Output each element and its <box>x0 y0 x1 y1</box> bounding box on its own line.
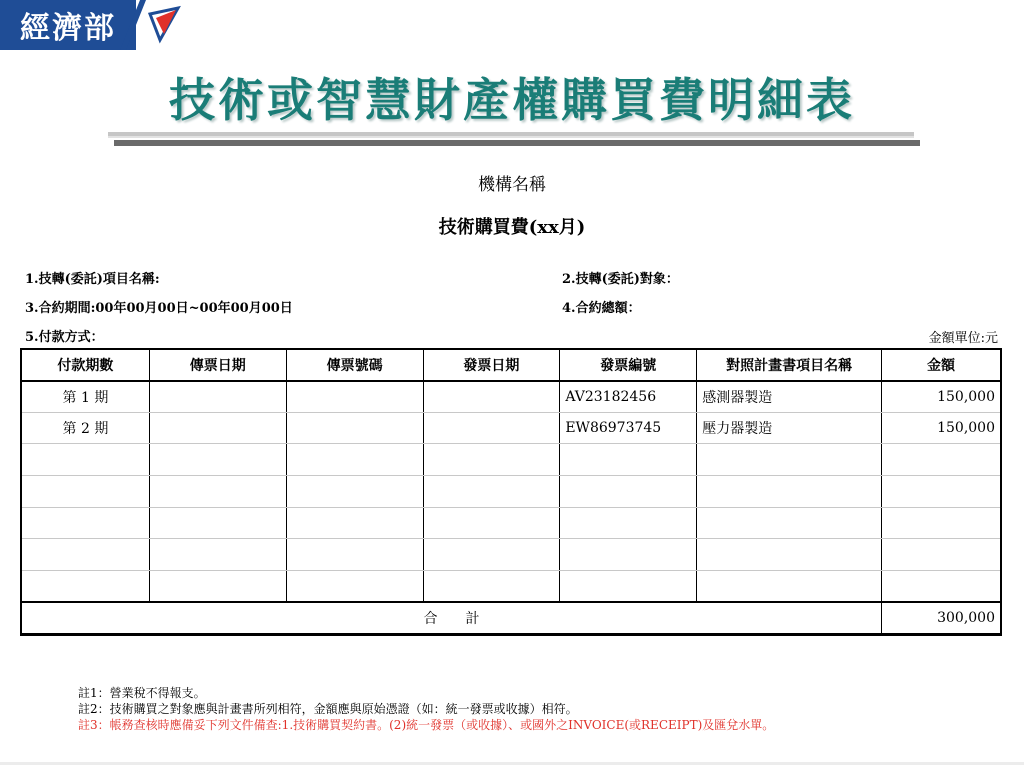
cell-invoice-number <box>560 444 697 476</box>
cell-period <box>22 476 150 508</box>
cell-invoice-date <box>423 381 560 413</box>
cell-voucher-number <box>286 571 423 603</box>
cell-invoice-number <box>560 571 697 603</box>
bottom-divider <box>0 762 1024 765</box>
cell-voucher-date <box>149 412 286 444</box>
cell-voucher-number <box>286 412 423 444</box>
note-3: 註3：帳務查核時應備妥下列文件備查:1.技術購買契約書。(2)統一發票（或收據）、或國外之INVOICE(或RECEIPT)及匯兌水單。 <box>78 718 775 732</box>
cell-amount: 150,000 <box>882 381 1001 413</box>
cell-invoice-number <box>560 476 697 508</box>
counterparty-label: 2.技轉(委託)對象： <box>562 272 679 287</box>
report-subtitle: 技術購買費(xx月) <box>438 217 586 238</box>
cell-invoice-number: EW86973745 <box>560 412 697 444</box>
cell-voucher-number <box>286 507 423 539</box>
col-header-plan-item: 對照計畫書項目名稱 <box>697 350 882 381</box>
project-name-label: 1.技轉(委託)項目名稱: <box>25 272 160 287</box>
cell-voucher-date <box>149 507 286 539</box>
logo-mark-icon <box>120 0 200 50</box>
payment-table <box>21 349 1001 634</box>
note-2: 註2：技術購買之對象應與計畫書所列相符，金額應與原始憑證（如：統一發票或收據）相符。 <box>78 702 578 716</box>
cell-plan-item <box>697 476 882 508</box>
table-row <box>22 412 1001 444</box>
col-header-voucher-date: 傳票日期 <box>149 350 286 381</box>
table-row <box>22 476 1001 508</box>
title-divider <box>108 132 920 148</box>
cell-amount <box>882 539 1001 571</box>
cell-period: 第 2 期 <box>22 412 150 444</box>
total-amount: 300,000 <box>882 602 1001 633</box>
cell-voucher-date <box>149 571 286 603</box>
cell-voucher-date <box>149 444 286 476</box>
cell-invoice-date <box>423 412 560 444</box>
currency-unit: 金額單位:元 <box>928 331 998 346</box>
table-row <box>22 539 1001 571</box>
cell-plan-item: 感測器製造 <box>697 381 882 413</box>
cell-plan-item: 壓力器製造 <box>697 412 882 444</box>
cell-voucher-date <box>149 381 286 413</box>
cell-invoice-number <box>560 539 697 571</box>
cell-invoice-number <box>560 507 697 539</box>
contract-period-label: 3.合約期間:00年00月00日~00年00月00日 <box>25 301 293 316</box>
note-1: 註1：營業稅不得報支。 <box>78 686 206 700</box>
col-header-voucher-number: 傳票號碼 <box>286 350 423 381</box>
table-row <box>22 571 1001 603</box>
cell-amount <box>882 507 1001 539</box>
cell-voucher-number <box>286 539 423 571</box>
cell-plan-item <box>697 507 882 539</box>
cell-voucher-date <box>149 476 286 508</box>
cell-period <box>22 507 150 539</box>
cell-invoice-date <box>423 507 560 539</box>
cell-invoice-date <box>423 476 560 508</box>
footnotes <box>78 685 774 733</box>
cell-plan-item <box>697 571 882 603</box>
cell-invoice-date <box>423 444 560 476</box>
cell-voucher-date <box>149 539 286 571</box>
total-label: 合 計 <box>22 602 882 633</box>
table-header-row <box>22 350 1001 381</box>
table-row <box>22 507 1001 539</box>
cell-amount <box>882 571 1001 603</box>
cell-voucher-number <box>286 476 423 508</box>
cell-voucher-number <box>286 444 423 476</box>
cell-period <box>22 444 150 476</box>
cell-invoice-date <box>423 571 560 603</box>
col-header-invoice-date: 發票日期 <box>423 350 560 381</box>
contract-total-label: 4.合約總額： <box>562 301 641 316</box>
col-header-period: 付款期數 <box>22 350 150 381</box>
cell-plan-item <box>697 444 882 476</box>
table-row <box>22 381 1001 413</box>
ministry-logo <box>0 0 136 50</box>
cell-period <box>22 539 150 571</box>
cell-amount <box>882 476 1001 508</box>
cell-invoice-date <box>423 539 560 571</box>
logo-text: 經濟部 <box>20 11 116 46</box>
cell-period: 第 1 期 <box>22 381 150 413</box>
page-title: 技術或智慧財產權購買費明細表 <box>169 73 855 127</box>
cell-voucher-number <box>286 381 423 413</box>
cell-amount <box>882 444 1001 476</box>
cell-invoice-number: AV23182456 <box>560 381 697 413</box>
cell-period <box>22 571 150 603</box>
cell-plan-item <box>697 539 882 571</box>
organization-name: 機構名稱 <box>478 175 546 195</box>
total-row <box>22 602 1001 633</box>
col-header-amount: 金額 <box>882 350 1001 381</box>
table-row <box>22 444 1001 476</box>
col-header-invoice-number: 發票編號 <box>560 350 697 381</box>
payment-method-label: 5.付款方式： <box>25 330 104 345</box>
cell-amount: 150,000 <box>882 412 1001 444</box>
